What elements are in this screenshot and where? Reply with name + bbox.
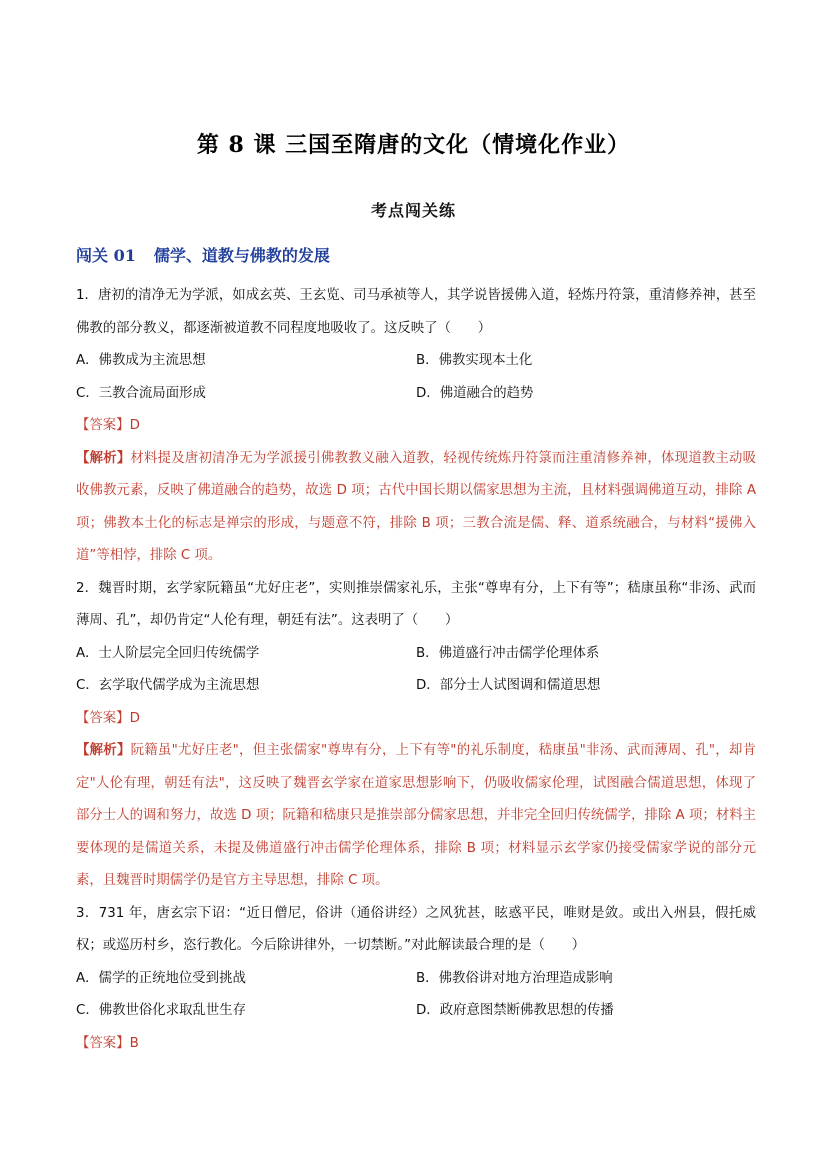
- answer-line: [76, 410, 756, 443]
- explanation-label: 【解析】: [76, 743, 131, 758]
- question-stem: 2．魏晋时期，玄学家阮籍虽“尤好庄老”，实则推崇儒家礼乐，主张“尊卑有分，上下有等”；嵇康虽称“非汤、武而薄周、孔”，却仍肯定“人伦有理，朝廷有法”。这表明了（ ）: [76, 580, 756, 628]
- explanation-text: 材料提及唐初清净无为学派援引佛教教义融入道教，轻视传统炼丹符箓而注重清修养神，体现道教主动吸收佛教元素，反映了佛道融合的趋势，故选 D 项；古代中国长期以儒家思想为主流，且材料强调佛道互动，排除 A 项；佛教本土化的标志是禅宗的形成，与题意不符，排除 B 项；三教合流是儒、释、道系统融合，与材料“援佛入道”等相悖，排除 C 项。: [76, 450, 757, 563]
- option-d[interactable]: D．部分士人试图调和儒道思想: [416, 678, 601, 693]
- explanation-label: 【解析】: [76, 450, 131, 466]
- option-grid: [76, 963, 756, 1028]
- badge-wrap: [0, 196, 827, 224]
- option-c[interactable]: C．佛教世俗化求取乱世生存: [76, 1003, 247, 1018]
- answer-label: 【答案】: [76, 1035, 130, 1051]
- option-a[interactable]: A．士人阶层完全回归传统儒学: [76, 645, 260, 661]
- option-grid: [76, 345, 756, 410]
- answer-label: 【答案】: [76, 710, 130, 726]
- question-2: [76, 573, 756, 898]
- explanation: [76, 443, 756, 573]
- question-list: [76, 280, 756, 1060]
- answer-value: D: [129, 710, 140, 726]
- explanation: [76, 735, 756, 898]
- option-b[interactable]: B．佛教俗讲对地方治理造成影响: [416, 970, 613, 986]
- answer-value: B: [129, 1035, 139, 1051]
- question-3: [76, 898, 756, 1061]
- option-grid: [76, 638, 756, 703]
- question-1: [76, 280, 756, 573]
- answer-line: [76, 1028, 756, 1061]
- section-badge: 考点闯关练: [355, 196, 472, 224]
- option-b[interactable]: B．佛道盛行冲击儒学伦理体系: [416, 645, 600, 661]
- section-heading: [76, 243, 330, 266]
- section-label: 儒学、道教与佛教的发展: [153, 246, 330, 265]
- option-d[interactable]: D．政府意图禁断佛教思想的传播: [416, 1003, 614, 1018]
- explanation-text: 阮籍虽"尤好庄老"，但主张儒家"尊卑有分，上下有等"的礼乐制度，嵇康虽"非汤、武而薄周、孔"，却肯定"人伦有理，朝廷有法"，这反映了魏晋玄学家在道家思想影响下，仍吸收儒家伦理，试图融合儒道思想，体现了部分士人的调和努力，故选 D 项；阮籍和嵇康只是推崇部分儒家思想，并非完全回归传统儒学，排除 A 项；材料主要体现的是儒道关系，未提及佛道盛行冲击儒学伦理体系，排除 B 项；材料显示玄学家仍接受儒家学说的部分元素，且魏晋时期儒学仍是官方主导思想，排除 C 项。: [76, 743, 757, 888]
- option-c[interactable]: C．三教合流局面形成: [76, 385, 206, 401]
- answer-label: 【答案】: [76, 418, 130, 433]
- option-d[interactable]: D．佛道融合的趋势: [416, 385, 534, 401]
- answer-value: D: [129, 418, 140, 433]
- question-stem: 1．唐初的清净无为学派，如成玄英、王玄览、司马承祯等人，其学说皆援佛入道，轻炼丹符箓，重清修养神，甚至佛教的部分教义，都逐渐被道教不同程度地吸收了。这反映了（ ）: [76, 288, 756, 336]
- option-b[interactable]: B．佛教实现本土化: [416, 353, 533, 368]
- option-a[interactable]: A．佛教成为主流思想: [76, 353, 206, 368]
- question-stem: 3．731 年，唐玄宗下诏：“近日僧尼，俗讲（通俗讲经）之风犹甚，眩惑平民，唯财是敛。或出入州县，假托威权；或巡历村乡，恣行教化。今后除讲律外，一切禁断。”对此解读最合理的是（ ）: [76, 905, 756, 953]
- option-a[interactable]: A．儒学的正统地位受到挑战: [76, 970, 246, 986]
- page-title: 第 8 课 三国至隋唐的文化（情境化作业）: [196, 132, 631, 158]
- answer-line: [76, 703, 756, 736]
- option-c[interactable]: C．玄学取代儒学成为主流思想: [76, 678, 260, 693]
- section-number: 闯关 01: [76, 246, 136, 265]
